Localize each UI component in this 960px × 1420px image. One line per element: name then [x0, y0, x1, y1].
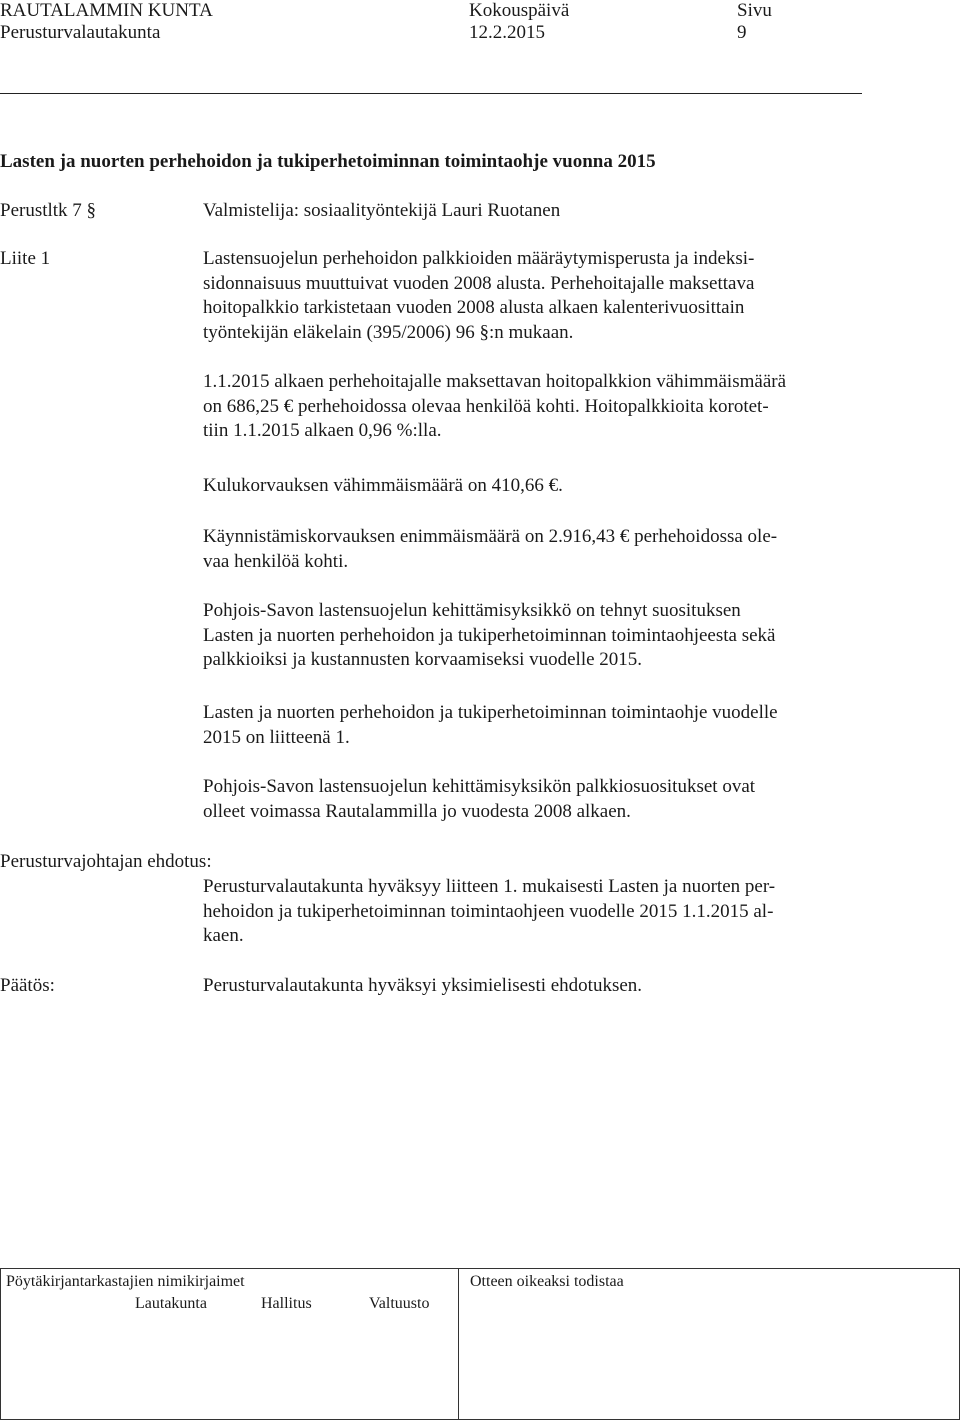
certification-label: Otteen oikeaksi todistaa: [470, 1273, 624, 1290]
text-line: Käynnistämiskorvauksen enimmäismäärä on 2.916,43 € perhehoidossa ole-: [203, 526, 778, 547]
header-divider: [0, 93, 862, 94]
paragraph-history: [203, 775, 863, 824]
proposal-text: [203, 875, 863, 949]
meeting-date-label: Kokouspäivä: [469, 0, 570, 21]
paragraph-minimum-fee: [203, 370, 863, 444]
signatures-label: Pöytäkirjantarkastajien nimikirjaimet: [6, 1273, 245, 1290]
paragraph-recommendation: [203, 599, 863, 673]
text-line: vaa henkilöä kohti.: [203, 550, 349, 572]
text-line: 2015 on liitteenä 1.: [203, 726, 350, 748]
text-line: Lasten ja nuorten perhehoidon ja tukiperhetoiminnan toimintaohje vuodelle: [203, 702, 778, 723]
committee-name: Perusturvalautakunta: [0, 22, 161, 43]
meeting-date: 12.2.2015: [469, 22, 545, 43]
text-line: hehoidon ja tukiperhetoiminnan toimintaohjeen vuodelle 2015 1.1.2015 al-: [203, 900, 774, 922]
text-line: Lastensuojelun perhehoidon palkkioiden määräytymisperusta ja indeksi-: [203, 248, 755, 269]
page-number: 9: [737, 22, 747, 43]
text-line: Lasten ja nuorten perhehoidon ja tukiperhetoiminnan toimintaohjeesta sekä: [203, 624, 776, 646]
decision-text: Perusturvalautakunta hyväksyi yksimielisesti ehdotuksen.: [203, 975, 643, 996]
org-name: RAUTALAMMIN KUNTA: [0, 0, 213, 21]
text-line: 1.1.2015 alkaen perhehoitajalle maksettavan hoitopalkkion vähimmäismäärä: [203, 371, 787, 392]
attachment-label: Liite 1: [0, 248, 51, 269]
recipient-executive: Hallitus: [261, 1295, 312, 1312]
page-label: Sivu: [737, 0, 772, 21]
text-line: kaen.: [203, 925, 244, 946]
proposal-label: Perusturvajohtajan ehdotus:: [0, 851, 212, 872]
text-line: Perusturvalautakunta hyväksyy liitteen 1. mukaisesti Lasten ja nuorten per-: [203, 876, 776, 897]
text-line: on 686,25 € perhehoidossa olevaa henkilöä kohti. Hoitopalkkioita korotet-: [203, 395, 769, 417]
paragraph-attachment: [203, 701, 863, 750]
recipient-board: Lautakunta: [135, 1295, 207, 1312]
text-line: sidonnaisuus muuttuivat vuoden 2008 alusta. Perhehoitajalle maksettava: [203, 272, 755, 294]
paragraph-expense-compensation: [203, 474, 863, 499]
paragraph-fee-basis: [203, 247, 863, 345]
text-line: työntekijän eläkelain (395/2006) 96 §:n mukaan.: [203, 321, 574, 343]
text-line: Kulukorvauksen vähimmäismäärä on 410,66 €.: [203, 475, 563, 496]
text-line: Pohjois-Savon lastensuojelun kehittämisyksikkö on tehnyt suosituksen: [203, 600, 741, 621]
item-reference: Perustltk 7 §: [0, 200, 97, 221]
text-line: olleet voimassa Rautalammilla jo vuodesta 2008 alkaen.: [203, 800, 631, 822]
recipient-council: Valtuusto: [369, 1295, 430, 1312]
text-line: Pohjois-Savon lastensuojelun kehittämisyksikön palkkiosuositukset ovat: [203, 776, 756, 797]
text-line: palkkioiksi ja kustannusten korvaamiseksi vuodelle 2015.: [203, 649, 643, 670]
decision-label: Päätös:: [0, 975, 55, 996]
prepared-by: Valmistelija: sosiaalityöntekijä Lauri Ruotanen: [203, 200, 561, 221]
page-title: Lasten ja nuorten perhehoidon ja tukiperhetoiminnan toimintaohje vuonna 2015: [0, 151, 656, 172]
text-line: tiin 1.1.2015 alkaen 0,96 %:lla.: [203, 420, 442, 441]
text-line: hoitopalkkio tarkistetaan vuoden 2008 alusta alkaen kalenterivuosittain: [203, 297, 745, 318]
paragraph-startup-compensation: [203, 525, 863, 574]
